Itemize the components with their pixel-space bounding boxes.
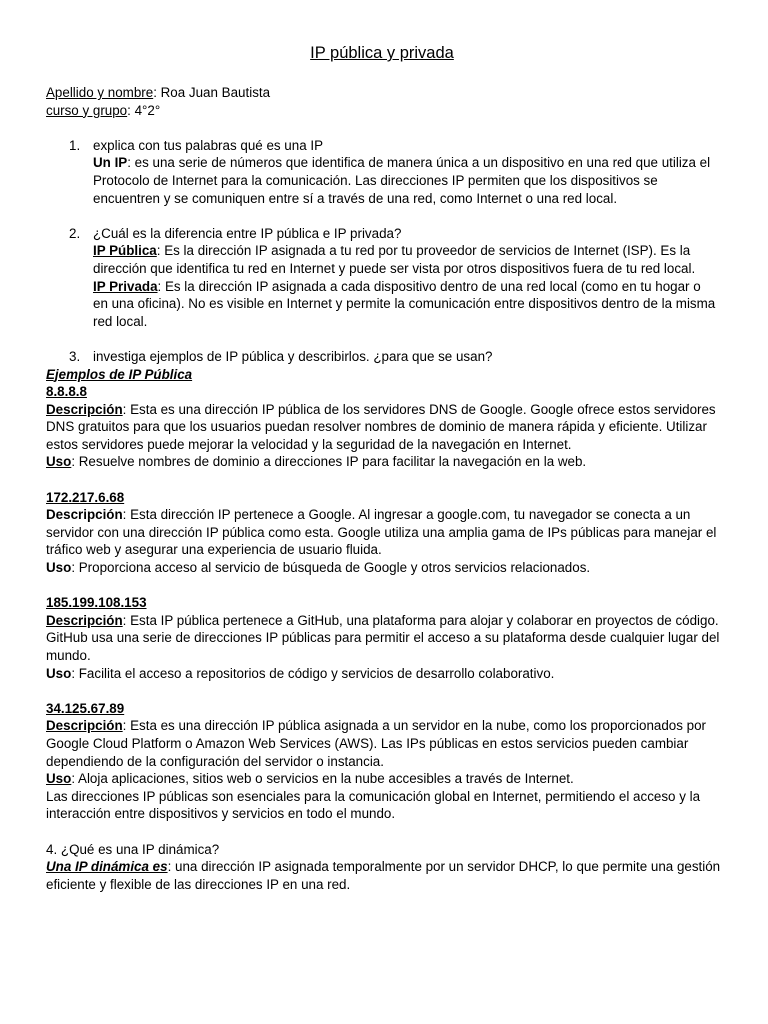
spacer [46,682,718,700]
answer-text: : Es la dirección IP asignada a cada dispositivo dentro de una red local (como en tu hogar o en una oficina). No es visible en Internet y permite la comunicación entre dispositivos dentro de la misma red local. [93,278,716,329]
term: Un IP [93,155,128,171]
term: IP Pública [93,243,157,259]
question-3 [46,348,718,366]
spacer [46,119,718,137]
spacer [46,823,718,841]
private-ip-answer [93,278,718,331]
use-text: : Resuelve nombres de dominio a direcciones IP para facilitar la navegación en la web. [71,454,587,470]
name-value: : Roa Juan Bautista [153,85,271,100]
example-use [46,770,718,788]
example-use [46,559,718,577]
example-block [46,383,718,471]
question-3-text: investiga ejemplos de IP pública y describirlos. ¿para que se usan? [93,348,493,364]
description-text: : Esta es una dirección IP pública asignada a un servidor en la nube, como los proporcionados por Google Cloud Platform o Amazon Web Services (AWS). Las IPs públicas en estos servicios pueden cambiar dependiendo de la configuración del servidor o instancia. [46,718,707,769]
document-title: IP pública y privada [310,44,454,62]
description-label: Descripción [46,507,123,523]
description-text: : Esta es una dirección IP pública de los servidores DNS de Google. Google ofrece estos servidores DNS gratuitos para que los usuarios puedan resolver nombres de dominio de manera rápida y eficiente. Utilizar estos servidores puede mejorar la velocidad y la seguridad de la navegación en Internet. [46,401,716,452]
term: Una IP dinámica es [46,859,168,875]
spacer [46,471,718,489]
example-description [46,612,726,665]
use-label: Uso [46,771,72,787]
question-number: 3. [69,348,81,364]
spacer [46,207,718,225]
question-number: 2. [69,225,81,241]
question-1-answer [93,154,718,207]
example-block [46,700,718,823]
spacer [46,577,718,595]
conclusion-text: Las direcciones IP públicas son esenciales para la comunicación global en Internet, permitiendo el acceso y la interacción entre dispositivos y servicios en todo el mundo. [46,788,701,822]
question-2-text: ¿Cuál es la diferencia entre IP pública e IP privada? [93,225,402,241]
use-text: : Facilita el acceso a repositorios de código y servicios de desarrollo colaborativo. [71,665,555,681]
example-description [46,506,726,559]
spacer [46,330,718,348]
description-label: Descripción [46,401,123,417]
example-description [46,717,726,770]
public-ip-answer [93,242,718,277]
example-block [46,594,718,682]
description-label: Descripción [46,718,123,734]
name-label: Apellido y nombre [46,85,154,100]
example-ip: 34.125.67.89 [46,700,125,716]
description-text: : Esta dirección IP pertenece a Google. Al ingresar a google.com, tu navegador se conecta a un servidor con una dirección IP pública como esta. Google utiliza una amplia gama de IPs públicas para manejar el tráfico web y asegurar una experiencia de usuario fluida. [46,507,717,558]
term: IP Privada [93,278,158,294]
group-label: curso y grupo [46,102,128,118]
example-block [46,489,718,577]
example-ip: 172.217.6.68 [46,489,125,505]
example-ip: 8.8.8.8 [46,384,87,400]
example-description [46,401,726,454]
description-label: Descripción [46,612,123,628]
example-use [46,665,718,683]
example-use [46,453,718,471]
examples-heading: Ejemplos de IP Pública [46,366,193,382]
question-4-text: 4. ¿Qué es una IP dinámica? [46,841,220,857]
group-value: : 4°2° [127,102,161,118]
example-ip: 185.199.108.153 [46,595,147,611]
description-text: : Esta IP pública pertenece a GitHub, una plataforma para alojar y colaborar en proyectos de código. GitHub usa una serie de direcciones IP públicas para permitir el acceso a su plataforma desde cualquier lugar del mundo. [46,612,720,663]
answer-text: : Es la dirección IP asignada a tu red por tu proveedor de servicios de Internet (ISP). Es la dirección que identifica tu red en Internet y puede ser vista por otros dispositivos fuera de tu red local. [93,243,696,276]
use-label: Uso [46,454,72,470]
student-group-line [46,102,718,120]
answer-text: : es una serie de números que identifica de manera única a un dispositivo en una red que utiliza el Protocolo de Internet para la comunicación. Las direcciones IP permiten que los dispositivos se encuentren y se comuniquen entre sí a través de una red, como Internet o una red local. [93,155,711,206]
question-1-text: explica con tus palabras qué es una IP [93,137,324,153]
question-number: 1. [69,137,81,153]
question-2 [46,225,718,331]
answer-text: : una dirección IP asignada temporalmente por un servidor DHCP, lo que permite una gestión eficiente y flexible de las direcciones IP en una red. [46,859,721,892]
question-1 [46,137,718,207]
use-label: Uso [46,560,72,576]
question-4 [46,841,721,894]
use-text: : Proporciona acceso al servicio de búsqueda de Google y otros servicios relacionados. [71,560,591,576]
question-4-answer [46,858,726,893]
student-name-line [46,84,718,102]
use-label: Uso [46,665,72,681]
use-text: : Aloja aplicaciones, sitios web o servicios en la nube accesibles a través de Internet. [71,771,574,787]
